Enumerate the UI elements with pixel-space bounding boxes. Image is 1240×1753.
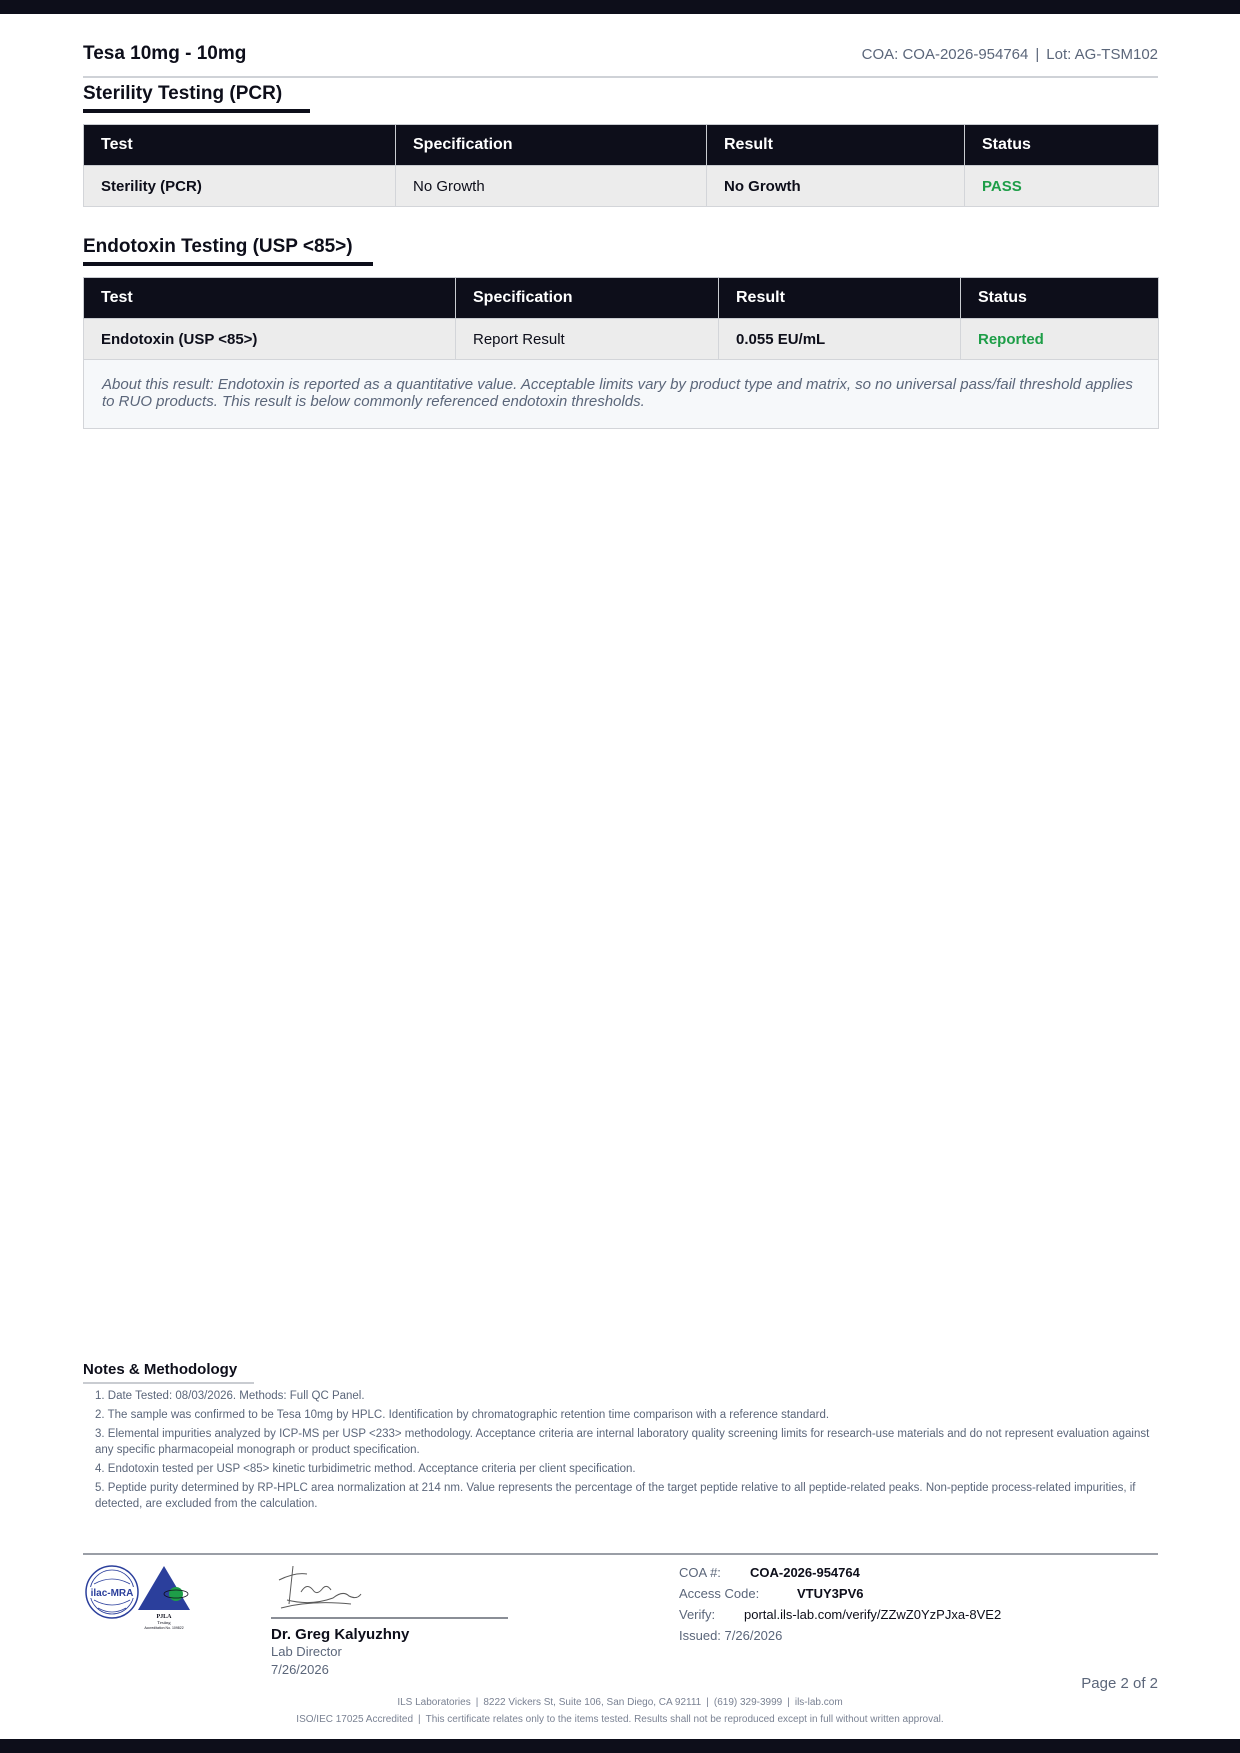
footer-disclaimer: ISO/IEC 17025 Accredited | This certificate relates only to the items tested. Results shall not be reproduced except in full without written approval. (296, 1714, 944, 1725)
disclaimer-text: This certificate relates only to the items tested. Results shall not be reproduced except in full without written approval. (425, 1714, 944, 1725)
list-item: 2. The sample was confirmed to be Tesa 10mg by HPLC. Identification by chromatographic retention time comparison with a reference standard. (95, 1409, 830, 1421)
pjla-logo-icon (138, 1566, 190, 1630)
access-code-value: VTUY3PV6 (797, 1586, 864, 1601)
test-cell: Sterility (PCR) (84, 166, 396, 207)
signer-name: Dr. Greg Kalyuzhny (271, 1626, 410, 1643)
spec-cell: Report Result (456, 319, 719, 360)
lab-address: 8222 Vickers St, Suite 106, San Diego, CA 92111 (483, 1697, 702, 1708)
test-cell: Endotoxin (USP <85>) (84, 319, 456, 360)
notes-title: Notes & Methodology (83, 1361, 254, 1384)
column-header: Status (961, 278, 1159, 319)
table-header-row (84, 278, 1159, 319)
endotoxin-section-title: Endotoxin Testing (USP <85>) (83, 236, 373, 266)
list-item: 1. Date Tested: 08/03/2026. Methods: Full QC Panel. (95, 1390, 365, 1402)
result-cell: 0.055 EU/mL (719, 319, 961, 360)
endotoxin-note: About this result: Endotoxin is reported as a quantitative value. Acceptable limits vary by product type and matrix, so no universal pass/fail threshold applies to RUO products. This result is below commonly referenced endotoxin thresholds. (84, 360, 1159, 429)
product-title: Tesa 10mg - 10mg (83, 43, 247, 64)
coa-number-row (679, 1565, 1001, 1586)
column-header: Result (719, 278, 961, 319)
signer-date: 7/26/2026 (271, 1662, 329, 1677)
status-badge: Reported (961, 319, 1159, 360)
status-badge: PASS (965, 166, 1159, 207)
lot-number: Lot: AG-TSM102 (1046, 46, 1158, 63)
access-label: Access Code: (679, 1586, 760, 1601)
sterility-section-title: Sterility Testing (PCR) (83, 83, 310, 113)
top-bar (0, 0, 1240, 14)
verify-row (679, 1607, 1001, 1628)
signer-role: Lab Director (271, 1644, 342, 1659)
access-code-row (679, 1586, 1001, 1607)
list-item: 5. Peptide purity determined by RP-HPLC area normalization at 214 nm. Value represents the percentage of the target peptide relative to all peptide-related peaks. Non-peptide process-related impurities, if detected, are excluded from the calculation. (95, 1482, 1136, 1510)
footer-contact: ILS Laboratories | 8222 Vickers St, Suite 106, San Diego, CA 92111 | (619) 329-3999 | ils-lab.com (397, 1697, 843, 1708)
column-header: Test (84, 278, 456, 319)
spec-cell: No Growth (396, 166, 707, 207)
lab-website: ils-lab.com (794, 1697, 843, 1708)
list-item: 3. Elemental impurities analyzed by ICP-MS per USP <233> methodology. Acceptance criteria are internal laboratory quality screening limits for research-use materials and do not represent evaluation against any specific pharmacopeial monograph or product specification. (95, 1428, 1150, 1456)
result-cell: No Growth (707, 166, 965, 207)
lab-phone: (619) 329-3999 (713, 1697, 783, 1708)
bottom-bar (0, 1739, 1240, 1753)
ilac-logo-text: ilac-MRA (90, 1588, 134, 1599)
column-header: Specification (396, 125, 707, 166)
pjla-logo-text: PJLA (156, 1614, 172, 1620)
footer-divider (83, 1553, 1158, 1555)
notes-list (95, 1388, 1155, 1515)
pjla-accreditation-number: Accreditation No. 109822 (144, 1626, 184, 1630)
column-header: Result (707, 125, 965, 166)
accreditation-logos (84, 1564, 196, 1630)
column-header: Test (84, 125, 396, 166)
coa-meta: COA: COA-2026-954764 | Lot: AG-TSM102 (861, 46, 1158, 63)
verify-url: portal.ils-lab.com/verify/ZZwZ0YzPJxa-8VE2 (744, 1607, 1002, 1622)
sterility-table (83, 124, 1159, 207)
list-item: 4. Endotoxin tested per USP <85> kinetic turbidimetric method. Acceptance criteria per client specification. (95, 1463, 636, 1475)
note-row (84, 360, 1159, 429)
verify-label: Verify: (679, 1607, 716, 1622)
coa-number: COA: COA-2026-954764 (861, 46, 1029, 63)
issued-date: Issued: 7/26/2026 (679, 1628, 783, 1643)
ilac-seal-icon (86, 1566, 138, 1618)
endotoxin-table (83, 277, 1159, 429)
signature-image (271, 1560, 509, 1620)
table-row (84, 166, 1159, 207)
coa-value: COA-2026-954764 (750, 1565, 860, 1580)
table-row (84, 319, 1159, 360)
pjla-logo-subtext: Testing (157, 1620, 171, 1625)
document-header (83, 40, 1158, 78)
page-number: Page 2 of 2 (1081, 1675, 1158, 1692)
column-header: Status (965, 125, 1159, 166)
accreditation-text: ISO/IEC 17025 Accredited (296, 1714, 414, 1725)
table-header-row (84, 125, 1159, 166)
certificate-info (679, 1565, 1001, 1649)
signature-line (271, 1617, 508, 1619)
lab-name: ILS Laboratories (397, 1697, 471, 1708)
column-header: Specification (456, 278, 719, 319)
ilac-mra-logo (84, 1564, 196, 1630)
coa-label: COA #: (679, 1565, 721, 1580)
